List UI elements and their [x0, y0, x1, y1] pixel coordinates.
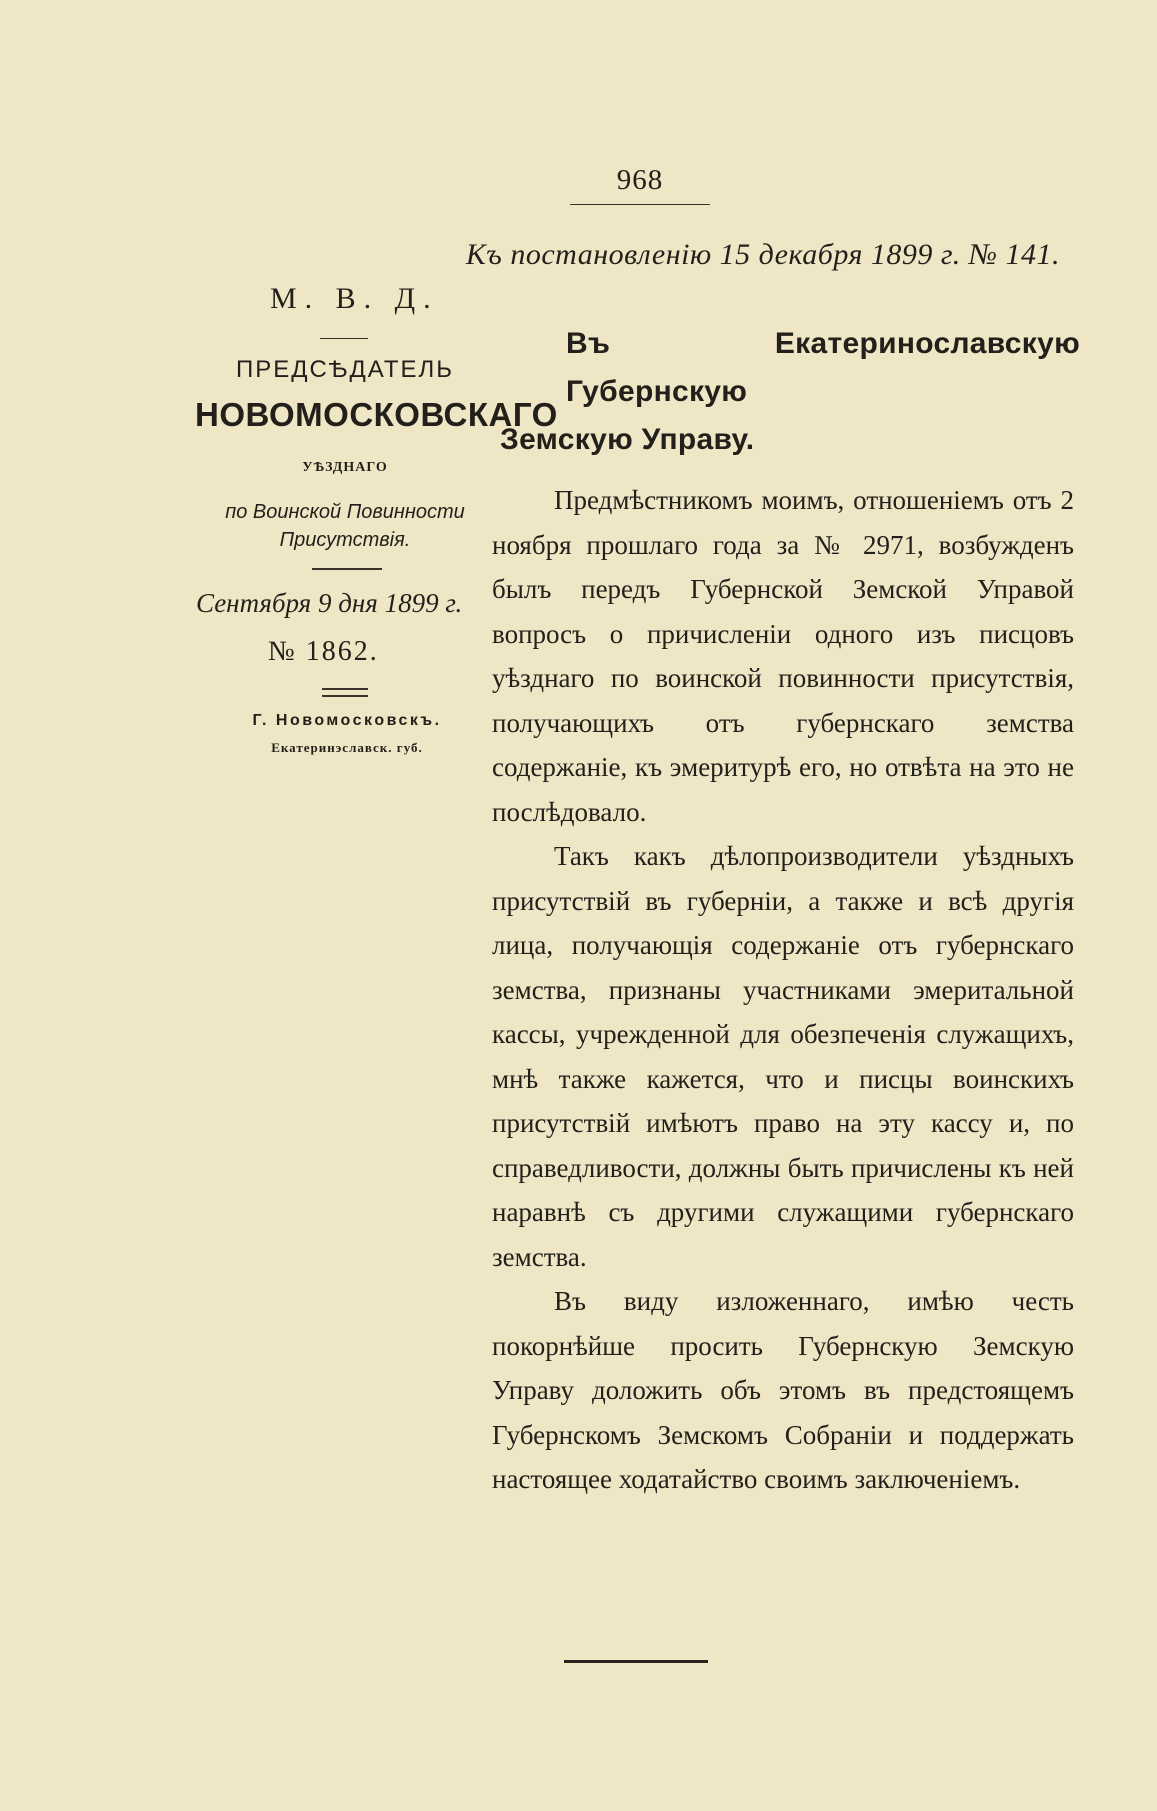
presence-line: по Воинской Повинности [225, 501, 465, 523]
sender-title: ПРЕДСѢДАТЕЛЬ [235, 356, 455, 383]
addressee-line: Въ Екатеринославскую Губернскую [566, 327, 1080, 408]
ministry-abbreviation: М. В. Д. [270, 282, 439, 315]
presence-label [195, 498, 495, 554]
body-paragraph: Такъ какъ дѣлопроизводители уѣздныхъ присутствій въ губерніи, а также и всѣ другія лица, получающія содержаніе отъ губернскаго земства, признаны участниками эмеритальной кассы, учрежденной для обезпеченія служащихъ, мнѣ также кажется, что и писцы воинскихъ присутствій имѣютъ право на эту кассу и, по справедливости, должны быть причислены къ ней наравнѣ съ другими служащими губернскаго земства. [492, 841, 1074, 1272]
double-rule-top [322, 688, 368, 690]
presence-line: Присутствія. [279, 529, 411, 551]
addressee-line: Земскую Управу. [500, 423, 755, 456]
province: Екатеринэславск. губ. [271, 740, 423, 755]
page-number-rule [570, 204, 710, 205]
city: Г. Новомосковскъ. [252, 712, 442, 729]
divider [312, 568, 382, 570]
resolution-reference: Къ постановленію 15 декабря 1899 г. № 141. [465, 238, 1060, 271]
body-paragraph: Предмѣстникомъ моимъ, отношеніемъ отъ 2 ноября прошлаго года за № 2971, возбужденъ былъ передъ Губернской Земской Управой вопросъ о причисленіи одного изъ писцовъ уѣзднаго по воинской повинности присутствія, получающихъ отъ губернскаго земства содержаніе, къ эмеритурѣ его, но отвѣта на это не послѣдовало. [492, 485, 1074, 827]
double-rule-bottom [322, 695, 368, 697]
letter-body [492, 478, 1074, 1502]
page-number: 968 [616, 164, 664, 196]
institution-name: НОВОМОСКОВСКАГО [195, 396, 558, 433]
body-paragraph: Въ виду изложеннаго, имѣю честь покорнѣйше просить Губернскую Земскую Управу доложить объ этомъ въ предстоящемъ Губернскомъ Земскомъ Собраніи и поддержать настоящее ходатайство своимъ заключеніемъ. [492, 1286, 1074, 1494]
addressee [500, 320, 1080, 464]
divider [320, 338, 368, 339]
end-rule [564, 1660, 708, 1663]
letter-date: Сентября 9 дня 1899 г. [196, 588, 463, 618]
letter-number: № 1862. [268, 636, 379, 667]
district-label: УѢЗДНАГО [302, 460, 388, 475]
